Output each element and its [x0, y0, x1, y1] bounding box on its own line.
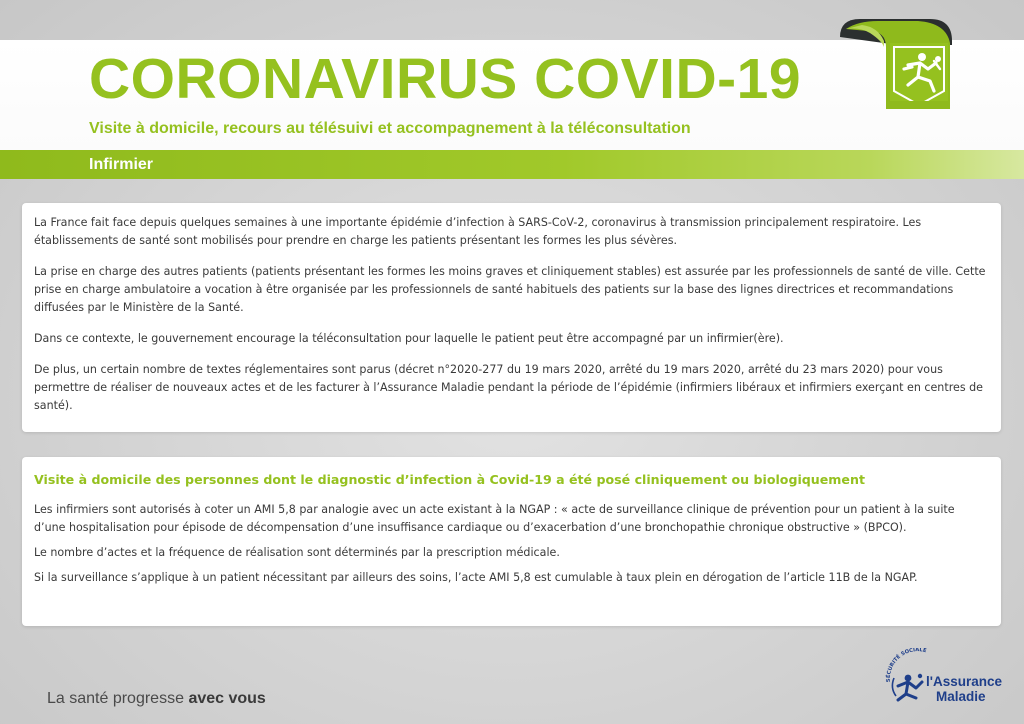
section-heading: Visite à domicile des personnes dont le diagnostic d’infection à Covid-19 a été posé cliniquement ou biologiquement	[34, 472, 865, 487]
home-visit-card	[22, 457, 1001, 626]
slogan-regular: La santé progresse	[47, 690, 184, 707]
page-subtitle: Visite à domicile, recours au télésuivi et accompagnement à la téléconsultation	[89, 120, 691, 137]
footer-slogan	[47, 689, 266, 709]
intro-card	[22, 203, 1001, 432]
logo-mark: SÉCURITÉ SOCIALE	[885, 648, 928, 683]
assurance-maladie-wordmark	[926, 674, 1002, 704]
logo-line-1: l'Assurance	[926, 674, 1002, 689]
intro-paragraph: La France fait face depuis quelques semaines à une importante épidémie d’infection à SARS-CoV-2, coronavirus à transmission principalement respiratoire. Les établissements de santé sont mobilisés pour prendre en charge les patients présentant les formes les plus sévères.	[34, 216, 922, 247]
section-paragraph: Le nombre d’actes et la fréquence de réalisation sont déterminés par la prescription médicale.	[34, 546, 560, 559]
runner-shield-icon	[838, 17, 958, 117]
profession-bar	[0, 150, 1024, 179]
intro-paragraph: La prise en charge des autres patients (patients présentant les formes les moins graves et cliniquement stables) est assurée par les professionnels de santé de ville. Cette prise en charge ambulatoire a vocation à être organisée par les professionnels de santé habituels des patients sur la base des lignes directrices et recommandations diffusées par le Ministère de la Santé.	[34, 265, 986, 314]
slogan-bold: avec vous	[188, 690, 266, 707]
profession-label: Infirmier	[89, 156, 154, 173]
section-paragraph: Si la surveillance s’applique à un patient nécessitant par ailleurs des soins, l’acte AMI 5,8 est cumulable à taux plein en dérogation de l’article 11B de la NGAP.	[34, 571, 918, 584]
intro-paragraph: De plus, un certain nombre de textes réglementaires sont parus (décret n°2020-277 du 19 mars 2020, arrêté du 19 mars 2020, arrêté du 23 mars 2020) pour vous permettre de réaliser de nouveaux actes et de les facturer à l’Assurance Maladie pendant la période de l’épidémie (infirmiers libéraux et infirmiers exerçant en centres de santé).	[34, 363, 984, 412]
section-paragraph: Les infirmiers sont autorisés à coter un AMI 5,8 par analogie avec un acte existant à la NGAP : « acte de surveillance clinique de prévention pour un patient à la suite d’une hospitalisation pour épisode de décompensation d’une insuffisance cardiaque ou d’exacerbation d’une bronchopathie chronique obstructive » (BPCO).	[34, 503, 955, 534]
logo-line-2: Maladie	[936, 689, 986, 704]
page-title: CORONAVIRUS COVID-19	[89, 47, 802, 111]
intro-paragraph: Dans ce contexte, le gouvernement encourage la téléconsultation pour laquelle le patient peut être accompagné par un infirmier(ère).	[34, 332, 784, 345]
